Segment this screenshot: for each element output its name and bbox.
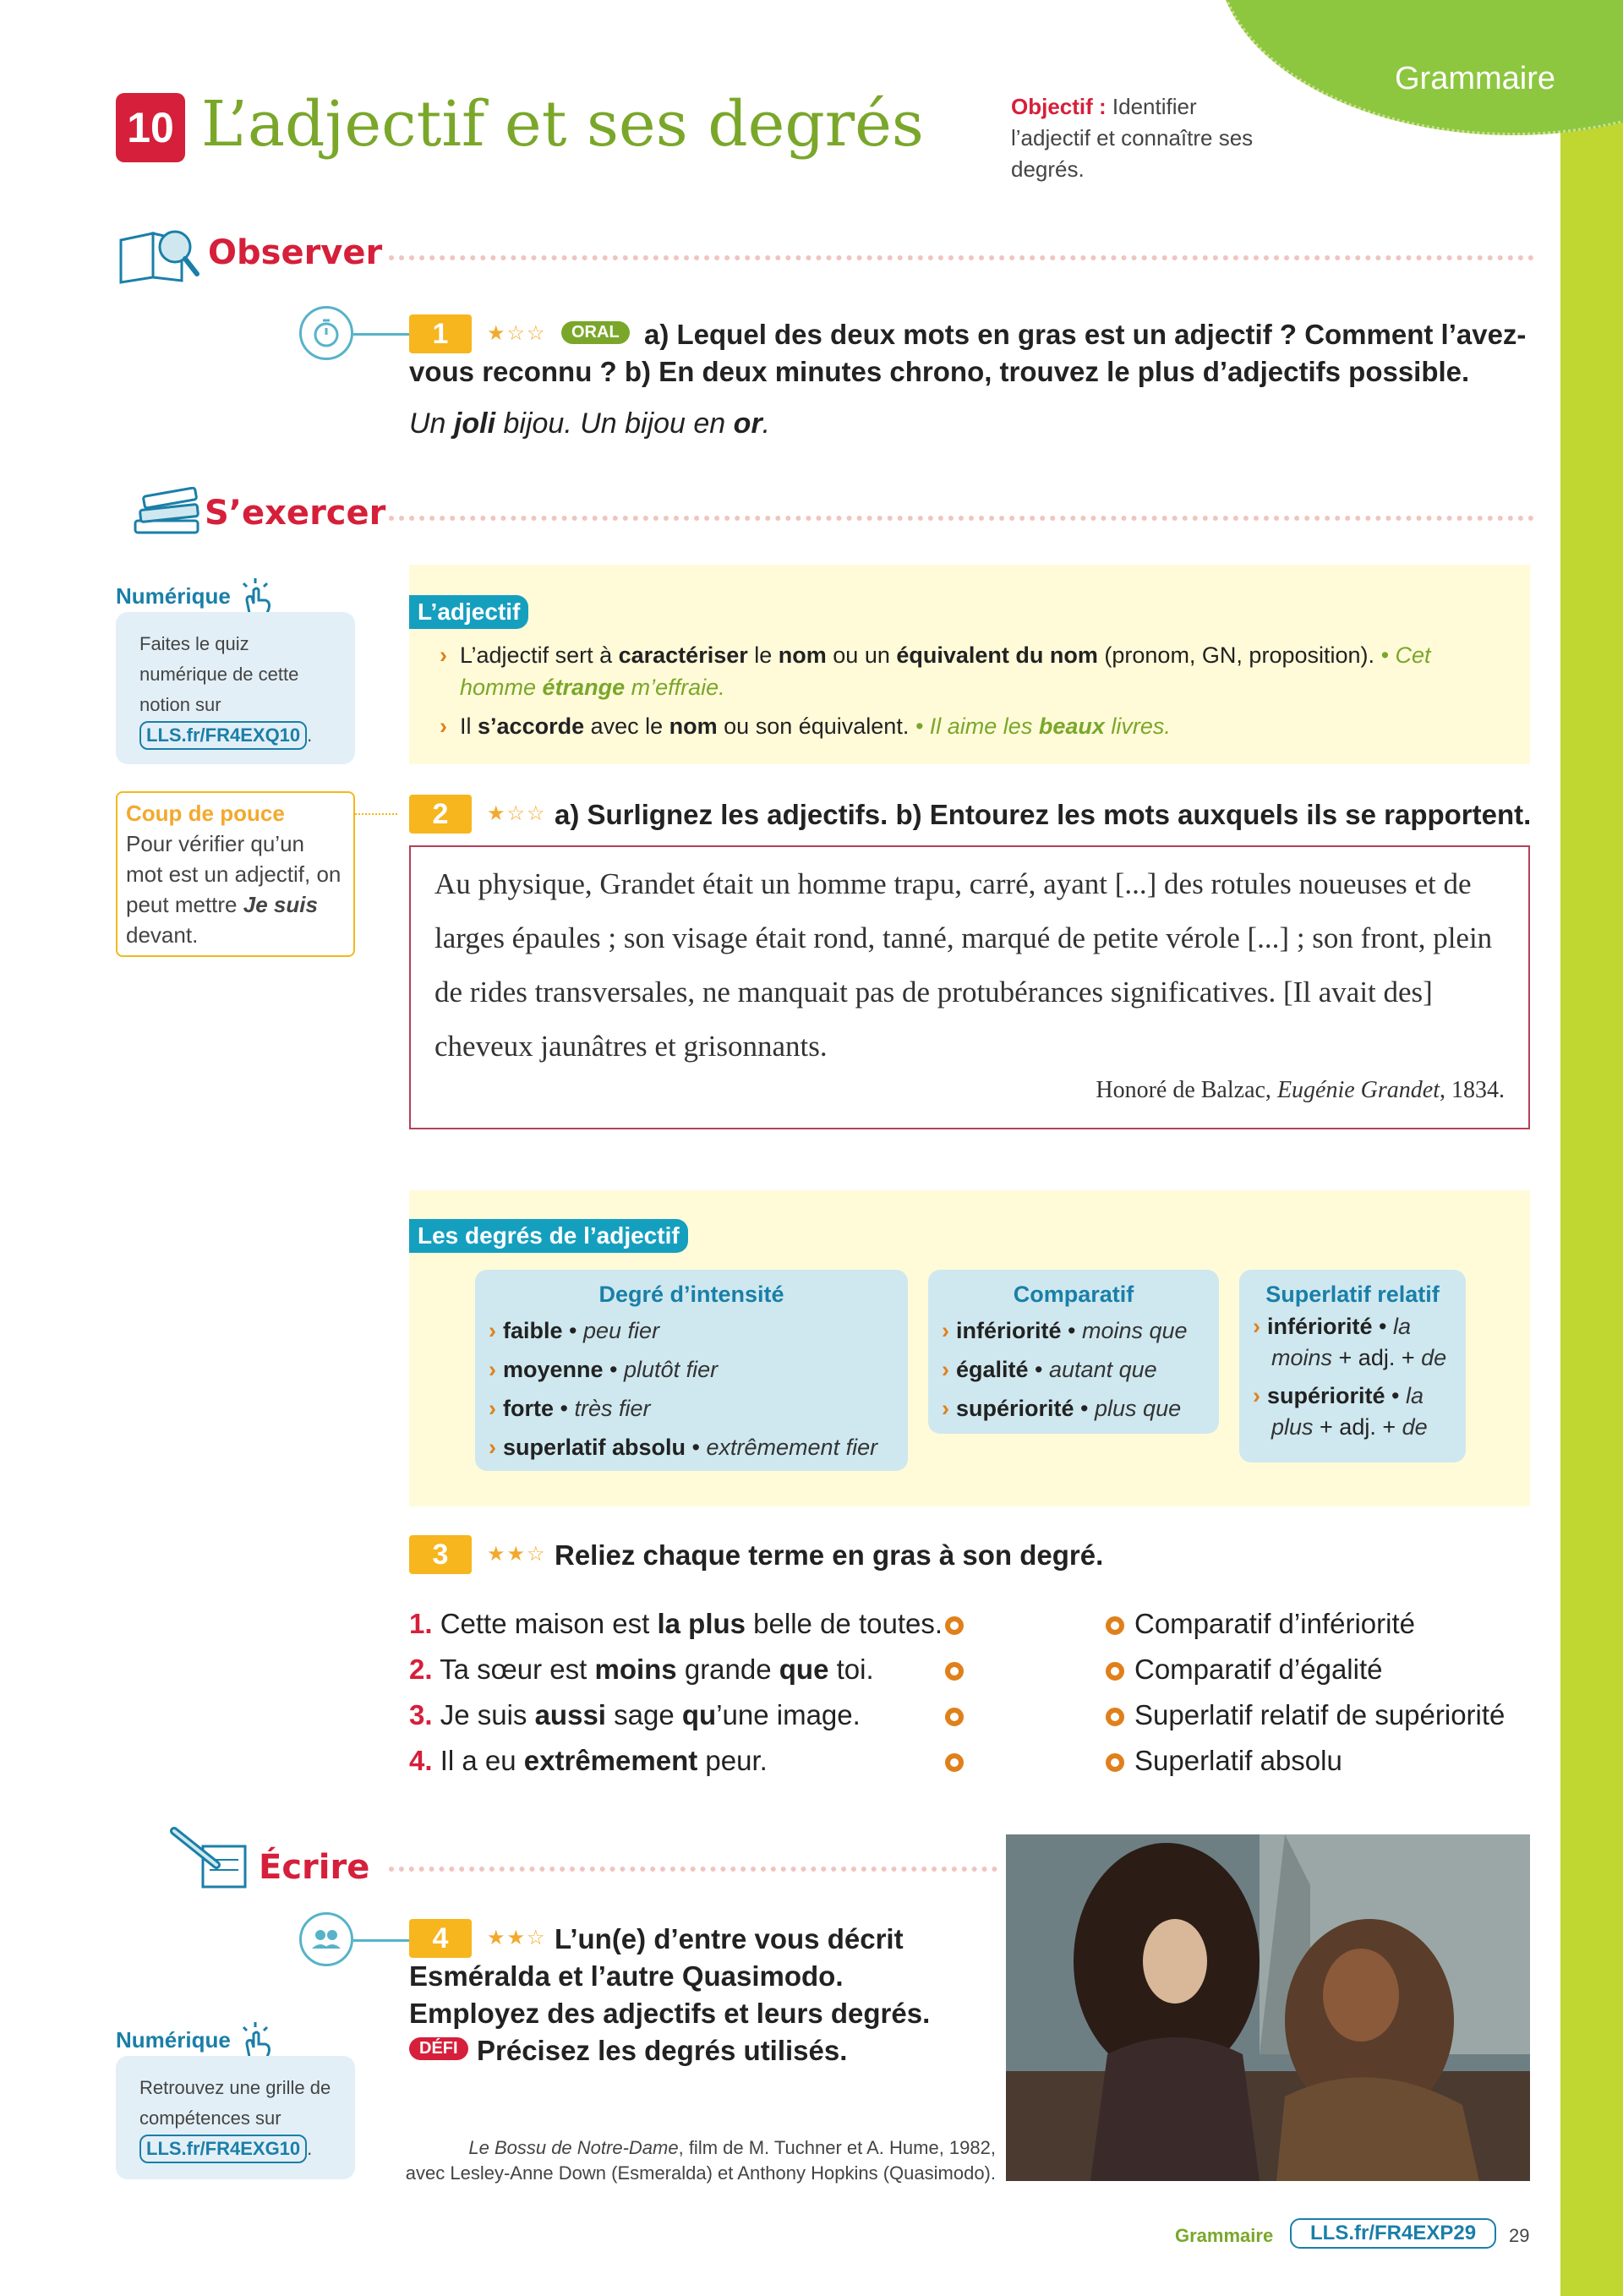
match-left-1: 1. Cette maison est la plus belle de toutes. <box>409 1608 943 1639</box>
match-dot-right-4[interactable] <box>1106 1753 1124 1772</box>
exercise-1-number: 1 <box>409 314 472 353</box>
match-dot-right-2[interactable] <box>1106 1662 1124 1681</box>
timer-icon <box>299 306 353 360</box>
superlatif-head: Superlatif relatif <box>1265 1282 1440 1307</box>
comparatif-box <box>928 1270 1219 1434</box>
match-dot-right-3[interactable] <box>1106 1708 1124 1726</box>
connector-dotted <box>355 813 397 815</box>
exercise-1-stars: ★☆☆ <box>487 322 547 345</box>
objective-text: Identifier l’adjectif et connaître ses degrés. <box>1011 94 1254 182</box>
rule-tag-degres: Les degrés de l’adjectif <box>409 1219 688 1253</box>
quiz-link[interactable]: LLS.fr/FR4EXQ10 <box>139 721 307 750</box>
degre-intensite-box <box>475 1270 908 1471</box>
lesson-number: 10 <box>116 93 185 162</box>
exercise-3-prompt: Reliez chaque terme en gras à son degré. <box>555 1539 1104 1571</box>
degre-line: › forte • très fier <box>489 1396 651 1421</box>
match-right-4: Superlatif absolu <box>1134 1745 1342 1776</box>
numerique-label: Numérique <box>116 583 231 609</box>
exercise-1-example: Un joli bijou. Un bijou en or. <box>409 407 771 440</box>
coup-de-pouce-title: Coup de pouce <box>126 801 285 826</box>
exercise-3-number: 3 <box>409 1535 472 1574</box>
books-icon <box>132 487 203 538</box>
degre-line: › supériorité • plus que <box>942 1396 1182 1421</box>
exercise-2-stars: ★☆☆ <box>487 802 547 825</box>
oral-tag: ORAL <box>561 321 630 344</box>
coup-de-pouce-box: Coup de pouce Pour vérifier qu’un mot est un adjectif, on peut mettre Je suis devant. <box>116 791 355 957</box>
comparatif-head: Comparatif <box>1013 1282 1134 1307</box>
extract-text: Au physique, Grandet était un homme trapu, carré, ayant [...] des rotules noueuses et de larges épaules ; son visage était rond, tanné, marqué de petite vérole [...] ; son front, plein de rides transversales, ne manquait pas de protubérances significatives. [Il avait des] cheveux jaunâtres et grisonnants. <box>434 867 1493 1063</box>
degre-intensite-head: Degré d’intensité <box>598 1282 784 1307</box>
objective-label: Objectif : <box>1011 94 1107 119</box>
section-ecrire: Écrire <box>259 1848 370 1887</box>
divider-dots <box>389 255 1534 260</box>
exercise-2-number: 2 <box>409 795 472 834</box>
match-right-1: Comparatif d’infériorité <box>1134 1608 1415 1639</box>
rule-line-2: › Il s’accorde avec le nom ou son équivalent. • Il aime les beaux livres. <box>440 713 1171 739</box>
degre-line: › infériorité • moins que <box>942 1318 1188 1343</box>
connector-line <box>353 333 409 336</box>
footer-subject: Grammaire <box>1175 2225 1274 2246</box>
observer-icon <box>116 221 200 292</box>
superlatif-box <box>1239 1270 1466 1462</box>
match-dot-left-1[interactable] <box>945 1616 964 1635</box>
exercise-4-prompt-2: Esméralda et l’autre Quasimodo. <box>409 1960 844 1992</box>
match-dot-left-3[interactable] <box>945 1708 964 1726</box>
numerique-box: Retrouvez une grille de compétences sur LLS.fr/FR4EXG10 . <box>116 2056 355 2179</box>
group-icon <box>299 1912 353 1966</box>
exercise-1-prompt: a) Lequel des deux mots en gras est un adjectif ? Comment l’avez-vous reconnu ? b) En deux minutes chrono, trouvez le plus d’adjectifs possible. <box>409 319 1527 387</box>
divider-dots <box>389 1867 997 1872</box>
match-dot-left-4[interactable] <box>945 1753 964 1772</box>
rule-line-1: › L’adjectif sert à caractériser le nom ou un équivalent du nom (pronom, GN, proposition). • Cet homme étrange m’effraie. <box>440 642 1431 700</box>
exercise-4-number: 4 <box>409 1919 472 1958</box>
defi-tag: DÉFI <box>409 2037 468 2060</box>
match-dot-right-1[interactable] <box>1106 1616 1124 1635</box>
footer-link[interactable]: LLS.fr/FR4EXP29 <box>1290 2218 1496 2249</box>
exercise-3-stars: ★★☆ <box>487 1543 547 1566</box>
numerique-box: Faites le quiz numérique de cette notion sur LLS.fr/FR4EXQ10 . <box>116 612 355 764</box>
subject-tab: Grammaire <box>1394 61 1556 96</box>
objective <box>1011 91 1256 185</box>
match-left-4: 4. Il a eu extrêmement peur. <box>409 1745 768 1776</box>
degre-line: › infériorité • la moins + adj. + de <box>1253 1314 1447 1370</box>
match-right-3: Superlatif relatif de supériorité <box>1134 1699 1506 1730</box>
page-number: 29 <box>1509 2225 1530 2246</box>
film-still-photo <box>1006 1834 1530 2181</box>
match-left-3: 3. Je suis aussi sage qu’une image. <box>409 1699 861 1730</box>
rule-tag-adjectif: L’adjectif <box>409 595 528 629</box>
degre-line: › superlatif absolu • extrêmement fier <box>489 1435 878 1460</box>
side-band <box>1560 0 1623 2296</box>
exercise-2-prompt: a) Surlignez les adjectifs. b) Entourez les mots auxquels ils se rapportent. <box>555 799 1532 830</box>
photo-caption: Le Bossu de Notre-Dame, film de M. Tuchner et A. Hume, 1982, avec Lesley-Anne Down (Esmeralda) et Anthony Hopkins (Quasimodo). <box>405 2137 996 2184</box>
text-extract <box>409 845 1530 1129</box>
divider-dots <box>389 516 1534 521</box>
section-observer: Observer <box>208 233 383 272</box>
exercise-4-defi-text: Précisez les degrés utilisés. <box>477 2035 848 2066</box>
degre-line: › supériorité • la plus + adj. + de <box>1253 1383 1428 1440</box>
degre-line: › égalité • autant que <box>942 1357 1157 1382</box>
section-sexercer: S’exercer <box>205 494 386 533</box>
extract-source: Honoré de Balzac, Eugénie Grandet, 1834. <box>1096 1077 1505 1103</box>
competences-link[interactable]: LLS.fr/FR4EXG10 <box>139 2135 307 2163</box>
match-dot-left-2[interactable] <box>945 1662 964 1681</box>
exercise-4-prompt-1: L’un(e) d’entre vous décrit <box>555 1923 904 1954</box>
connector-line <box>353 1939 409 1942</box>
match-left-2: 2. Ta sœur est moins grande que toi. <box>409 1654 874 1685</box>
lesson-title: L’adjectif et ses degrés <box>201 88 924 161</box>
writing-icon <box>169 1826 254 1894</box>
degre-line: › faible • peu fier <box>489 1318 660 1343</box>
exercise-4-stars: ★★☆ <box>487 1927 547 1949</box>
match-right-2: Comparatif d’égalité <box>1134 1654 1383 1685</box>
degre-line: › moyenne • plutôt fier <box>489 1357 719 1382</box>
numerique-label: Numérique <box>116 2027 231 2053</box>
exercise-4-prompt-3: Employez des adjectifs et leurs degrés. <box>409 1998 931 2029</box>
